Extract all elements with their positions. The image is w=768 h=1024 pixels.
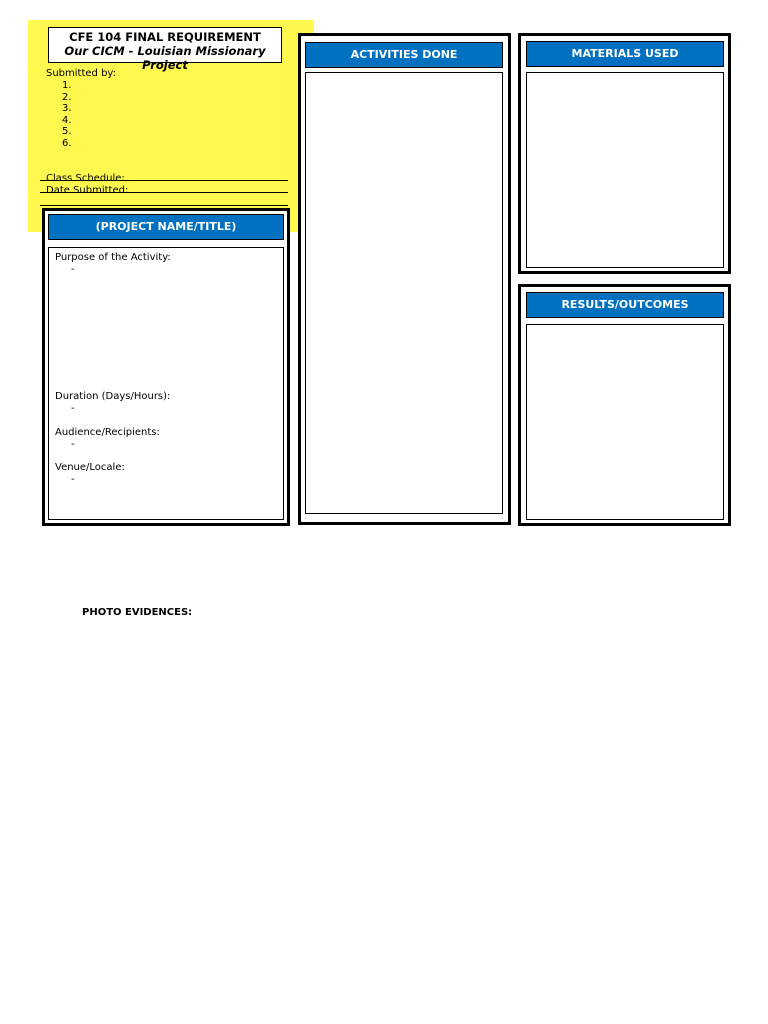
title-box <box>48 27 282 72</box>
member-item: 6. <box>62 137 72 149</box>
activities-header: ACTIVITIES DONE <box>305 42 503 68</box>
project-title-header: (PROJECT NAME/TITLE) <box>48 214 284 240</box>
member-item: 4. <box>62 114 72 126</box>
purpose-value: - <box>71 264 75 275</box>
venue-label: Venue/Locale: <box>55 462 125 473</box>
class-schedule-label: Class Schedule: <box>46 173 125 184</box>
audience-label: Audience/Recipients: <box>55 427 160 438</box>
member-item: 2. <box>62 91 72 103</box>
duration-label: Duration (Days/Hours): <box>55 391 171 402</box>
results-header: RESULTS/OUTCOMES <box>526 292 724 318</box>
submitted-by-label: Submitted by: <box>46 68 116 79</box>
member-item: 3. <box>62 103 72 114</box>
purpose-label: Purpose of the Activity: <box>55 252 171 263</box>
project-details-box <box>48 247 284 520</box>
divider-line <box>40 205 288 206</box>
photo-evidences-label: PHOTO EVIDENCES: <box>82 607 193 618</box>
class-schedule-line <box>40 180 288 181</box>
member-item: 5. <box>62 126 72 137</box>
date-submitted-line <box>40 192 288 193</box>
activities-box <box>305 72 503 514</box>
results-box <box>526 324 724 520</box>
document-subtitle: Our CICM - Louisian Missionary Project <box>64 44 266 72</box>
venue-value: - <box>71 474 75 485</box>
materials-box <box>526 72 724 268</box>
member-item: 1. <box>62 80 72 91</box>
member-list <box>62 80 72 149</box>
materials-header: MATERIALS USED <box>526 41 724 67</box>
date-submitted-label: Date Submitted: <box>46 185 129 196</box>
audience-value: - <box>71 439 75 450</box>
duration-value: - <box>71 403 75 414</box>
document-title: CFE 104 FINAL REQUIREMENT <box>69 30 261 44</box>
